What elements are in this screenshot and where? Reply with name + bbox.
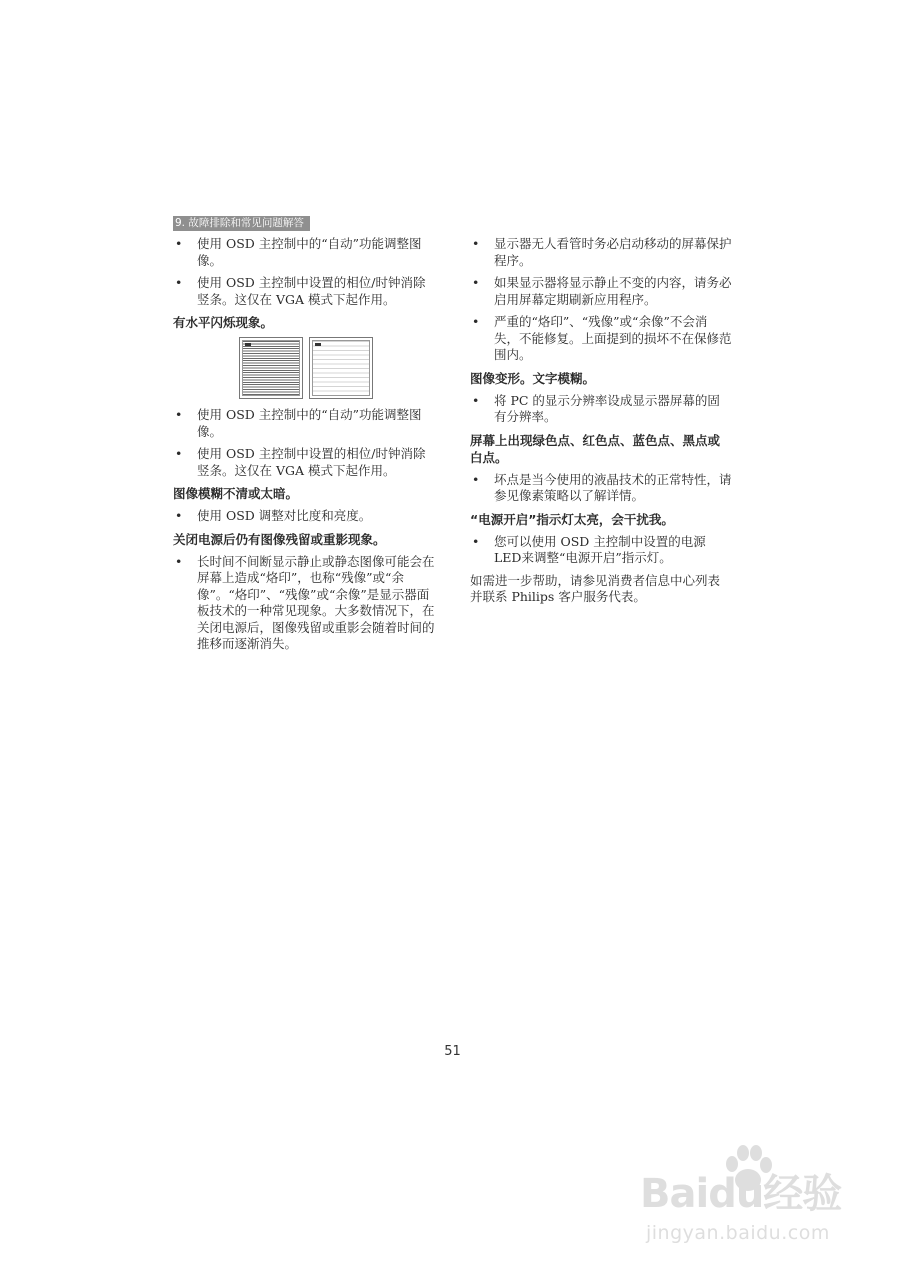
heading-distortion: 图像变形。文字模糊。 — [470, 370, 596, 386]
heading-dots: 屏幕上出现绿色点、红色点、蓝色点、黑点或白点。 — [470, 432, 721, 465]
list-item: • 如果显示器将显示静止不变的内容，请务必启用屏幕定期刷新应用程序。 — [470, 275, 732, 308]
heading-power-light: “电源开启”指示灯太亮，会干扰我。 — [470, 511, 674, 527]
right-bullets-3 — [470, 472, 732, 505]
left-bullets-2 — [173, 407, 435, 479]
left-bullets-3 — [173, 508, 435, 525]
baidu-watermark — [640, 1140, 870, 1260]
list-item: • 严重的“烙印”、“残像”或“余像”不会消失，不能修复。上面提到的损坏不在保修范围内。 — [470, 314, 732, 364]
list-item: • 长时间不间断显示静止或静态图像可能会在屏幕上造成“烙印”，也称“残像”或“余像”。“烙印”、“残像”或“余像”是显示器面板技术的一种常见现象。大多数情况下，在关闭电源后，图像残留或重影会随着时间的推移而逐渐消失。 — [173, 554, 435, 653]
list-item: • 坏点是当今使用的液晶技术的正常特性，请参见像素策略以了解详情。 — [470, 472, 732, 505]
list-item: • 您可以使用 OSD 主控制中设置的电源 LED来调整“电源开启”指示灯。 — [470, 534, 732, 567]
monitor-logo-icon — [245, 343, 251, 346]
watermark-url: jingyan.baidu.com — [646, 1222, 830, 1244]
heading-blurry: 图像模糊不清或太暗。 — [173, 486, 299, 501]
list-item: • 使用 OSD 主控制中设置的相位/时钟消除竖条。这仅在 VGA 模式下起作用。 — [173, 275, 435, 308]
right-column — [470, 236, 732, 606]
monitor-illustration — [239, 337, 435, 399]
right-bullets-2 — [470, 393, 732, 426]
list-item: • 使用 OSD 主控制中设置的相位/时钟消除竖条。这仅在 VGA 模式下起作用。 — [173, 446, 435, 479]
list-item: • 使用 OSD 调整对比度和亮度。 — [173, 508, 435, 525]
section-tag: 9. 故障排除和常见问题解答 — [173, 216, 310, 231]
watermark-brand: Baidu经验 — [640, 1171, 842, 1217]
list-item: • 将 PC 的显示分辨率设成显示器屏幕的固有分辨率。 — [470, 393, 732, 426]
closing-paragraph: 如需进一步帮助，请参见消费者信息中心列表并联系 Philips 客户服务代表。 — [470, 572, 721, 604]
monitor-clear-image — [309, 337, 373, 399]
left-bullets-1 — [173, 236, 435, 308]
heading-flicker: 有水平闪烁现象。 — [173, 315, 274, 330]
right-bullets-4 — [470, 534, 732, 567]
left-bullets-4 — [173, 554, 435, 653]
right-bullets-1 — [470, 236, 732, 364]
heading-after-power-off: 关闭电源后仍有图像残留或重影现象。 — [173, 531, 386, 547]
list-item: • 使用 OSD 主控制中的“自动”功能调整图像。 — [173, 407, 435, 440]
page-number: 51 — [444, 1044, 461, 1059]
monitor-logo-icon — [315, 343, 321, 346]
list-item: • 使用 OSD 主控制中的“自动”功能调整图像。 — [173, 236, 435, 269]
list-item: • 显示器无人看管时务必启动移动的屏幕保护程序。 — [470, 236, 732, 269]
left-column — [173, 236, 435, 659]
monitor-flicker-image — [239, 337, 303, 399]
